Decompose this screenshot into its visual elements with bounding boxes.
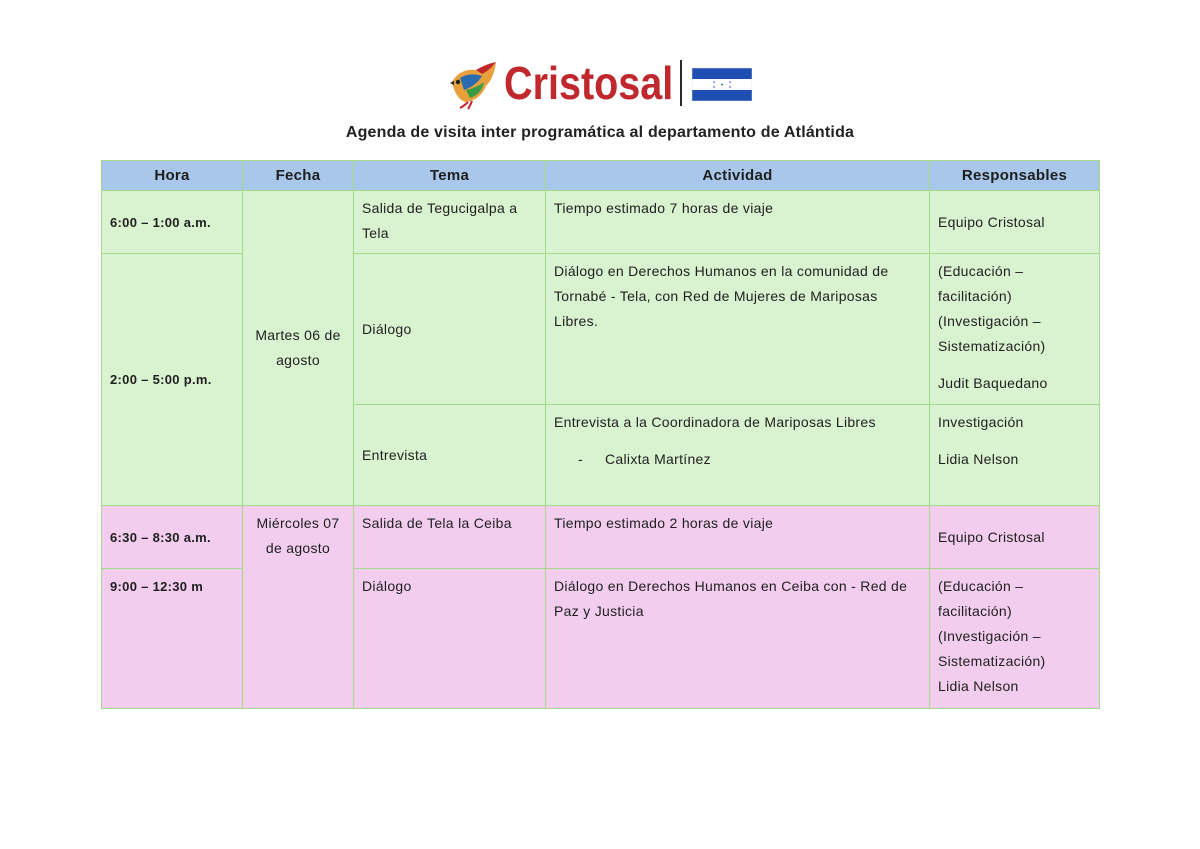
hora-cell: 6:00 – 1:00 a.m. [102,191,243,254]
responsables-cell [930,254,1100,405]
cristosal-logo [446,55,701,111]
actividad-cell [546,405,930,506]
responsable-line: Lidia Nelson [938,678,1019,694]
hora-cell: 9:00 – 12:30 m [102,569,243,709]
hora-cell: 2:00 – 5:00 p.m. [102,254,243,506]
header-actividad: Actividad [546,161,930,191]
bird-logo-icon [446,56,500,110]
table-row [102,506,1100,569]
header-responsables: Responsables [930,161,1100,191]
bullet-item [554,447,921,472]
responsable-line: Investigación [938,414,1024,430]
actividad-cell: Tiempo estimado 7 horas de viaje [546,191,930,254]
tema-cell: Diálogo [354,569,546,709]
header-tema: Tema [354,161,546,191]
document-title: Agenda de visita inter programática al departamento de Atlántida [345,124,855,141]
tema-cell: Diálogo [354,254,546,405]
responsables-cell: Equipo Cristosal [930,191,1100,254]
honduras-flag-icon [692,68,752,101]
actividad-cell: Diálogo en Derechos Humanos en la comunidad de Tornabé - Tela, con Red de Mujeres de Mariposas Libres. [546,254,930,405]
agenda-table [101,160,1100,709]
fecha-cell: Martes 06 de agosto [243,191,354,506]
tema-cell: Salida de Tegucigalpa a Tela [354,191,546,254]
header-fecha: Fecha [243,161,354,191]
actividad-text: Entrevista a la Coordinadora de Mariposas Libres [554,414,876,430]
responsable-line: (Educación – facilitación) [938,578,1024,619]
responsables-cell [930,569,1100,709]
responsable-line: Lidia Nelson [938,451,1019,467]
responsable-line: (Educación – facilitación) [938,263,1024,304]
tema-cell: Salida de Tela la Ceiba [354,506,546,569]
responsable-line: (Investigación – Sistematización) [938,628,1046,669]
hora-cell: 6:30 – 8:30 a.m. [102,506,243,569]
responsable-line: Judit Baquedano [938,375,1048,391]
actividad-cell: Diálogo en Derechos Humanos en Ceiba con - Red de Paz y Justicia [546,569,930,709]
table-header-row [102,161,1100,191]
responsables-cell [930,405,1100,506]
header-hora: Hora [102,161,243,191]
logo-separator [680,60,682,106]
persona-name: Calixta Martínez [605,451,711,467]
brand-name: Cristosal [504,57,674,109]
fecha-cell: Miércoles 07 de agosto [243,506,354,709]
table-row [102,191,1100,254]
tema-cell: Entrevista [354,405,546,506]
responsable-line: (Investigación – Sistematización) [938,313,1046,354]
dash-bullet: - [578,451,583,467]
actividad-cell: Tiempo estimado 2 horas de viaje [546,506,930,569]
responsables-cell: Equipo Cristosal [930,506,1100,569]
